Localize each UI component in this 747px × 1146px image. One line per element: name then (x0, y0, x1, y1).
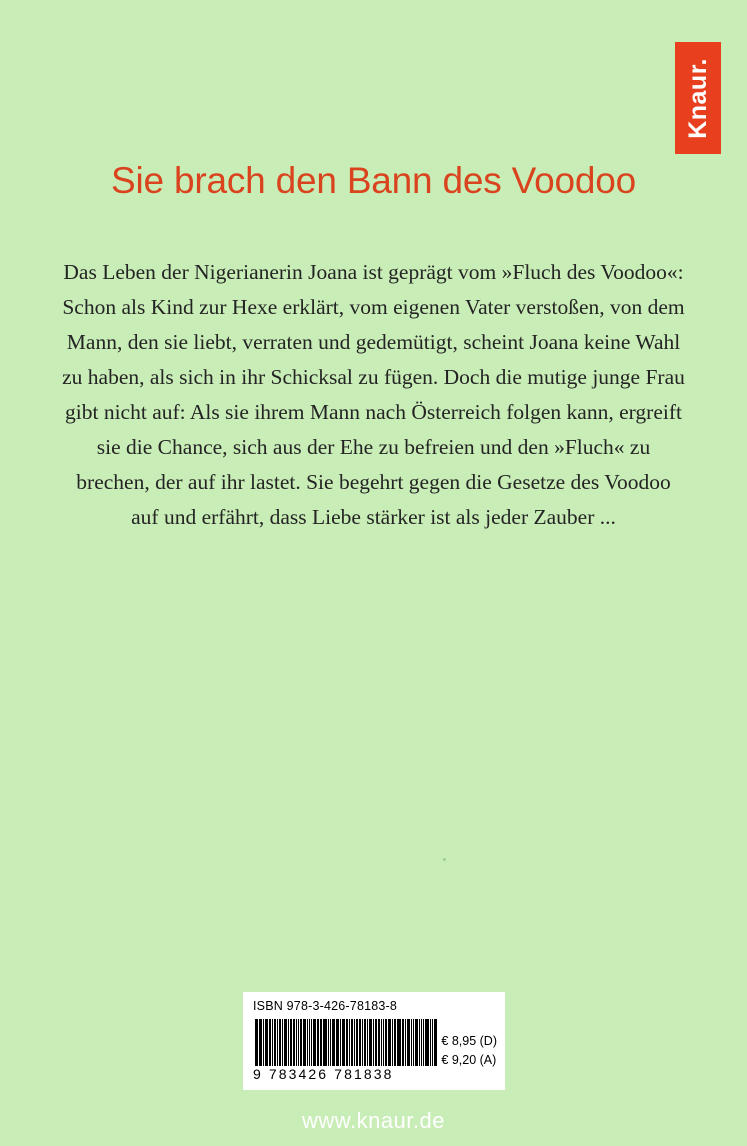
page-title: Sie brach den Bann des Voodoo (111, 160, 636, 201)
barcode-digits: 9 783426 781838 (253, 1066, 394, 1082)
isbn-label: ISBN 978-3-426-78183-8 (253, 999, 398, 1013)
speck-decoration (443, 858, 446, 861)
barcode-block (243, 992, 505, 1090)
blurb-text (62, 255, 685, 535)
price-block (441, 1032, 497, 1070)
price-austria: € 9,20 (A) (441, 1053, 497, 1067)
barcode-bars (255, 1019, 438, 1066)
publisher-logo (675, 42, 721, 154)
publisher-website: www.knaur.de (302, 1108, 445, 1133)
publisher-logo-label: Knaur. (683, 57, 712, 139)
price-germany: € 8,95 (D) (441, 1034, 497, 1048)
blurb-paragraph: Das Leben der Nigerianerin Joana ist geprägt vom »Fluch des Voodoo«: Schon als Kind zur Hexe erklärt, vom eigenen Vater verstoßen, von dem Mann, den sie liebt, verraten und gedemütigt, scheint Joana keine Wahl zu haben, als sich in ihr Schicksal zu fügen. Doch die mutige junge Frau gibt nicht auf: Als sie ihrem Mann nach Österreich folgen kann, ergreift sie die Chance, sich aus der Ehe zu befreien und den »Fluch« zu brechen, der auf ihr lastet. Sie begehrt gegen die Gesetze des Voodoo auf und erfährt, dass Liebe stärker ist als jeder Zauber ... (62, 260, 685, 529)
